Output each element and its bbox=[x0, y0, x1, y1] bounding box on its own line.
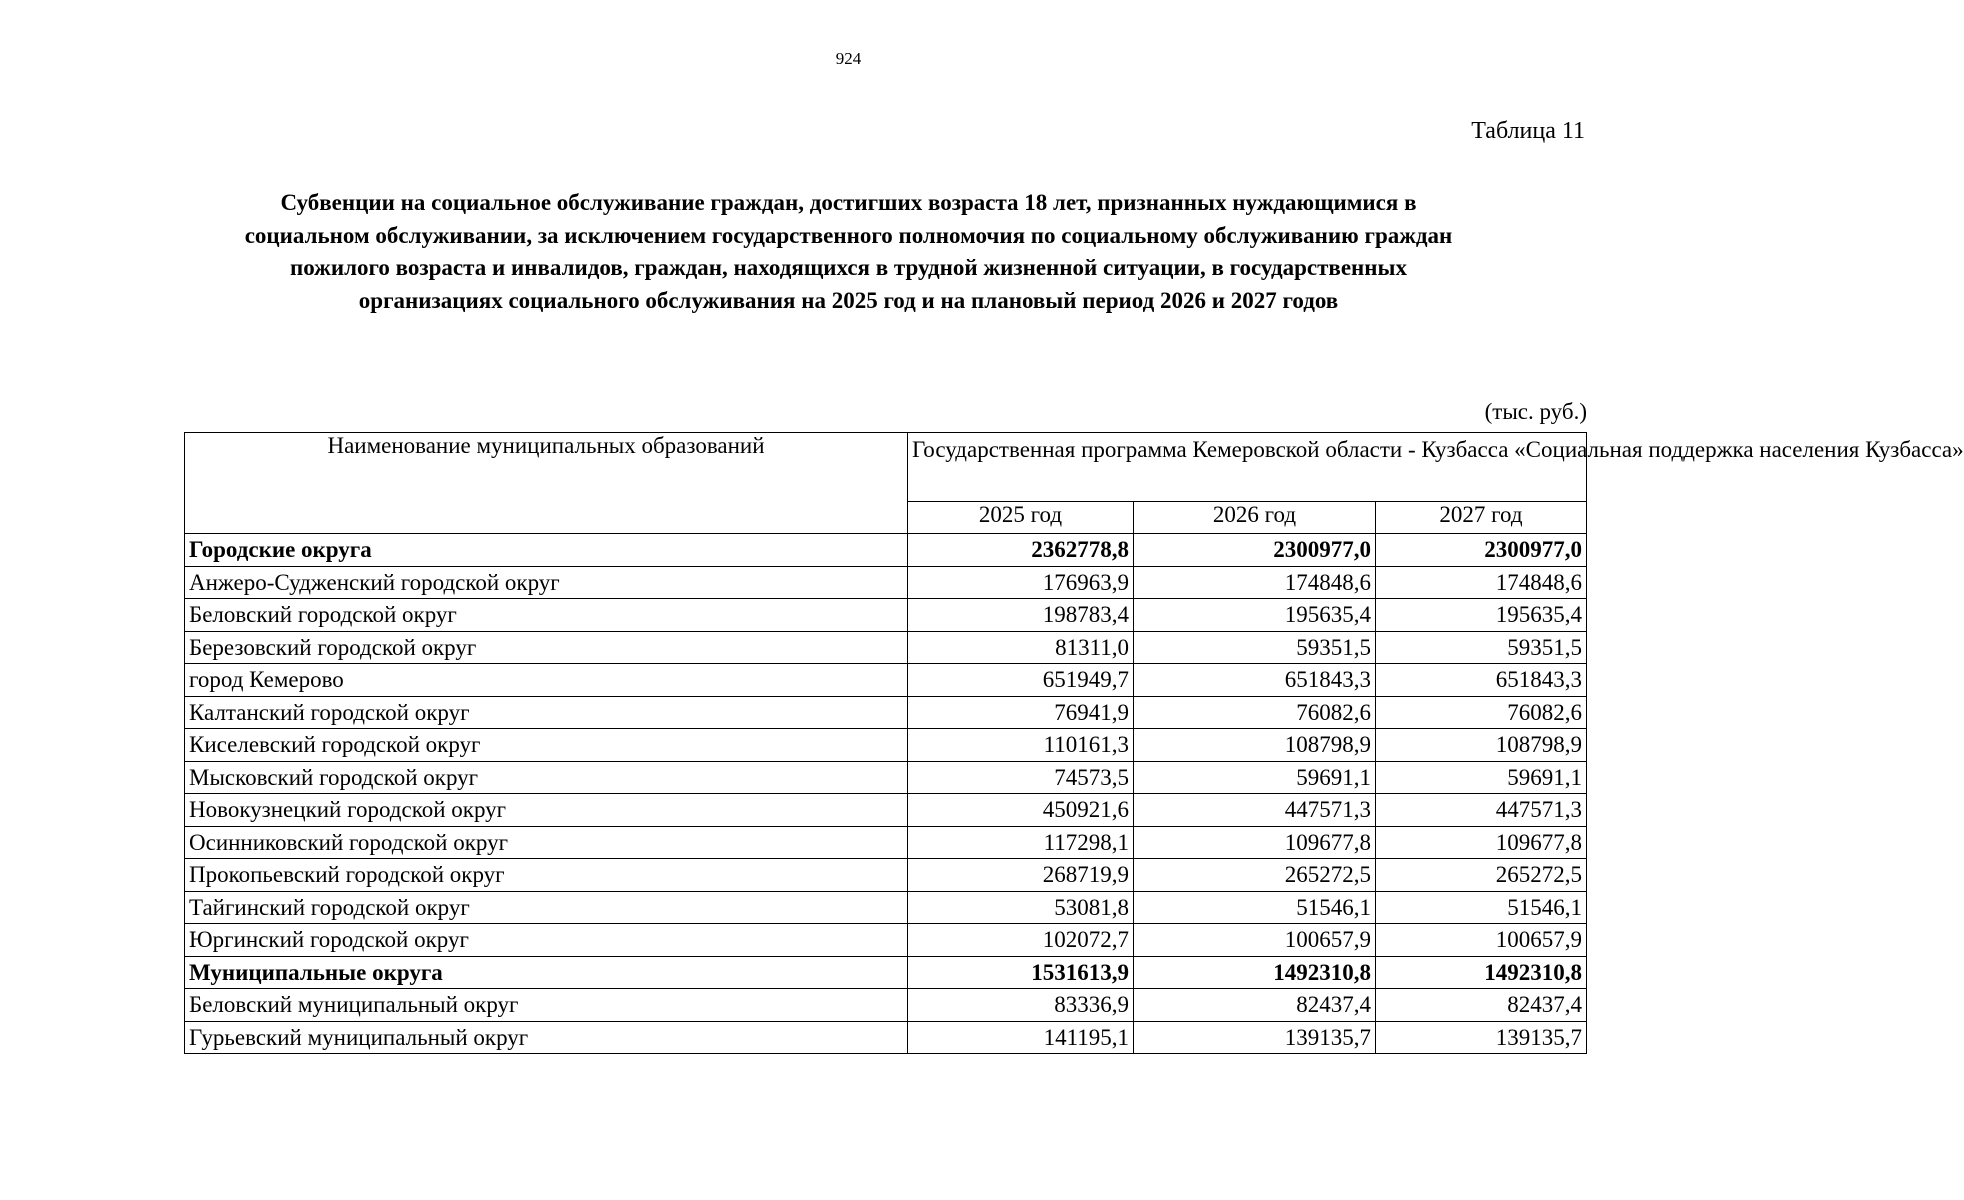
value-2027-cell: 651843,3 bbox=[1376, 664, 1587, 697]
municipality-name-cell: Муниципальные округа bbox=[185, 956, 908, 989]
municipality-name-cell: Гурьевский муниципальный округ bbox=[185, 1021, 908, 1054]
value-2025-cell: 117298,1 bbox=[908, 826, 1134, 859]
value-2025-cell: 83336,9 bbox=[908, 989, 1134, 1022]
table-group-row bbox=[185, 956, 1587, 989]
table-header bbox=[185, 433, 1964, 534]
value-2027-cell: 1492310,8 bbox=[1376, 956, 1587, 989]
value-2026-cell: 59691,1 bbox=[1134, 761, 1376, 794]
municipality-name-cell: Киселевский городской округ bbox=[185, 729, 908, 762]
table-row bbox=[185, 826, 1587, 859]
municipality-name-cell: Прокопьевский городской округ bbox=[185, 859, 908, 892]
value-2026-cell: 139135,7 bbox=[1134, 1021, 1376, 1054]
table-row bbox=[185, 566, 1587, 599]
value-2027-cell: 82437,4 bbox=[1376, 989, 1587, 1022]
table-row bbox=[185, 761, 1587, 794]
value-2025-cell: 176963,9 bbox=[908, 566, 1134, 599]
municipality-name-cell: Новокузнецкий городской округ bbox=[185, 794, 908, 827]
municipality-name-cell: Калтанский городской округ bbox=[185, 696, 908, 729]
value-2026-cell: 447571,3 bbox=[1134, 794, 1376, 827]
table-row bbox=[185, 794, 1587, 827]
value-2025-cell: 110161,3 bbox=[908, 729, 1134, 762]
value-2026-cell: 195635,4 bbox=[1134, 599, 1376, 632]
value-2025-cell: 76941,9 bbox=[908, 696, 1134, 729]
units-note: (тыс. руб.) bbox=[1484, 399, 1587, 424]
value-2025-cell: 81311,0 bbox=[908, 631, 1134, 664]
value-2025-cell: 1531613,9 bbox=[908, 956, 1134, 989]
value-2026-cell: 82437,4 bbox=[1134, 989, 1376, 1022]
municipality-name-cell: Осинниковский городской округ bbox=[185, 826, 908, 859]
value-2025-cell: 141195,1 bbox=[908, 1021, 1134, 1054]
value-2026-cell: 109677,8 bbox=[1134, 826, 1376, 859]
table-row bbox=[185, 891, 1587, 924]
value-2027-cell: 108798,9 bbox=[1376, 729, 1587, 762]
table-row bbox=[185, 599, 1587, 632]
header-year-2026: 2026 год bbox=[1134, 502, 1376, 534]
value-2027-cell: 59691,1 bbox=[1376, 761, 1587, 794]
municipality-name-cell: Городские округа bbox=[185, 534, 908, 567]
value-2025-cell: 74573,5 bbox=[908, 761, 1134, 794]
value-2025-cell: 268719,9 bbox=[908, 859, 1134, 892]
value-2026-cell: 2300977,0 bbox=[1134, 534, 1376, 567]
value-2025-cell: 450921,6 bbox=[908, 794, 1134, 827]
value-2025-cell: 2362778,8 bbox=[908, 534, 1134, 567]
header-year-2025: 2025 год bbox=[908, 502, 1134, 534]
value-2026-cell: 100657,9 bbox=[1134, 924, 1376, 957]
table-row bbox=[185, 664, 1587, 697]
municipality-name-cell: Беловский муниципальный округ bbox=[185, 989, 908, 1022]
table-row bbox=[185, 924, 1587, 957]
value-2027-cell: 447571,3 bbox=[1376, 794, 1587, 827]
municipality-name-cell: Беловский городской округ bbox=[185, 599, 908, 632]
value-2026-cell: 51546,1 bbox=[1134, 891, 1376, 924]
header-municipality-name: Наименование муниципальных образований bbox=[185, 433, 908, 534]
table-caption: Таблица 11 bbox=[1471, 118, 1585, 144]
value-2027-cell: 51546,1 bbox=[1376, 891, 1587, 924]
value-2026-cell: 108798,9 bbox=[1134, 729, 1376, 762]
table-row bbox=[185, 729, 1587, 762]
title-line: организациях социального обслуживания на 2025 год и на плановый период 2026 и 2027 годов bbox=[358, 287, 1339, 313]
municipality-name-cell: Березовский городской округ bbox=[185, 631, 908, 664]
table-row bbox=[185, 631, 1587, 664]
value-2026-cell: 76082,6 bbox=[1134, 696, 1376, 729]
value-2026-cell: 174848,6 bbox=[1134, 566, 1376, 599]
value-2026-cell: 59351,5 bbox=[1134, 631, 1376, 664]
municipality-name-cell: Мысковский городской округ bbox=[185, 761, 908, 794]
value-2026-cell: 651843,3 bbox=[1134, 664, 1376, 697]
table-row bbox=[185, 859, 1587, 892]
table-body bbox=[185, 534, 1587, 1054]
subventions-table bbox=[184, 432, 1964, 1054]
value-2027-cell: 59351,5 bbox=[1376, 631, 1587, 664]
municipality-name-cell: Юргинский городской округ bbox=[185, 924, 908, 957]
title-line: Субвенции на социальное обслуживание граждан, достигших возраста 18 лет, признанных нуждающимися в bbox=[280, 190, 1417, 215]
value-2027-cell: 76082,6 bbox=[1376, 696, 1587, 729]
municipality-name-cell: Анжеро-Судженский городской округ bbox=[185, 566, 908, 599]
header-program: Государственная программа Кемеровской области - Кузбасса «Социальная поддержка населения Кузбасса» bbox=[908, 433, 1587, 502]
table-row bbox=[185, 989, 1587, 1022]
header-row bbox=[185, 433, 1587, 502]
document-title bbox=[150, 187, 1547, 317]
value-2025-cell: 651949,7 bbox=[908, 664, 1134, 697]
value-2026-cell: 265272,5 bbox=[1134, 859, 1376, 892]
value-2025-cell: 53081,8 bbox=[908, 891, 1134, 924]
value-2027-cell: 109677,8 bbox=[1376, 826, 1587, 859]
value-2026-cell: 1492310,8 bbox=[1134, 956, 1376, 989]
value-2025-cell: 102072,7 bbox=[908, 924, 1134, 957]
page-number: 924 bbox=[835, 49, 862, 68]
header-year-2027: 2027 год bbox=[1376, 502, 1587, 534]
table-group-row bbox=[185, 534, 1587, 567]
title-line: социальном обслуживании, за исключением государственного полномочия по социальному обслуживанию граждан bbox=[244, 222, 1453, 248]
value-2027-cell: 195635,4 bbox=[1376, 599, 1587, 632]
value-2025-cell: 198783,4 bbox=[908, 599, 1134, 632]
value-2027-cell: 100657,9 bbox=[1376, 924, 1587, 957]
table-row bbox=[185, 1021, 1587, 1054]
value-2027-cell: 2300977,0 bbox=[1376, 534, 1587, 567]
municipality-name-cell: город Кемерово bbox=[185, 664, 908, 697]
title-line: пожилого возраста и инвалидов, граждан, находящихся в трудной жизненной ситуации, в государственных bbox=[290, 255, 1407, 280]
value-2027-cell: 174848,6 bbox=[1376, 566, 1587, 599]
value-2027-cell: 139135,7 bbox=[1376, 1021, 1587, 1054]
value-2027-cell: 265272,5 bbox=[1376, 859, 1587, 892]
municipality-name-cell: Тайгинский городской округ bbox=[185, 891, 908, 924]
table-row bbox=[185, 696, 1587, 729]
